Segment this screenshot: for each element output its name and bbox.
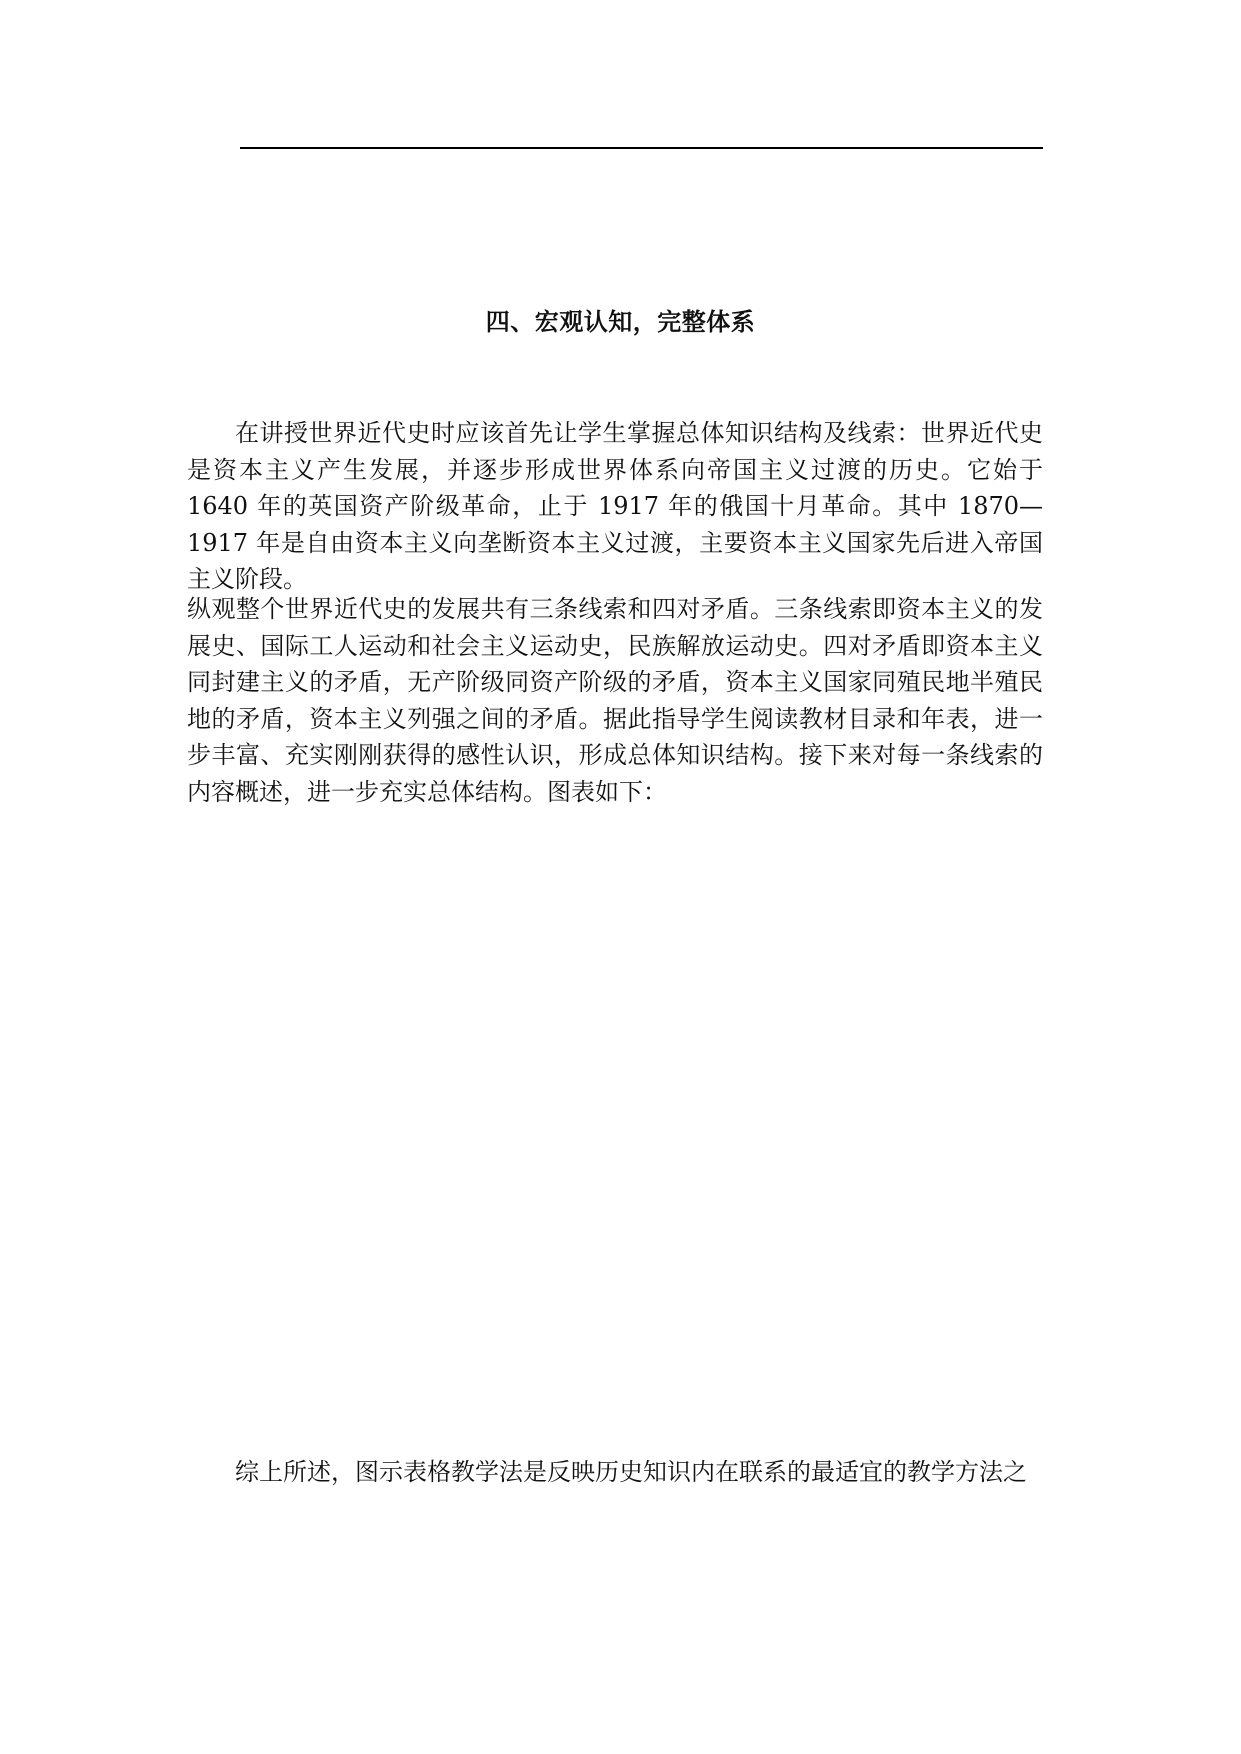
paragraph-conclusion: 综上所述，图示表格教学法是反映历史知识内在联系的最适宜的教学方法之 <box>235 1458 1027 1486</box>
header-rule <box>240 147 1043 149</box>
paragraph-overview: 在讲授世界近代史时应该首先让学生掌握总体知识结构及线索：世界近代史是资本主义产生发展，并逐步形成世界体系向帝国主义过渡的历史。它始于 1640 年的英国资产阶级革命，止于 1917 年的俄国十月革命。其中 1870—1917 年是自由资本主义向垄断资本主义过渡，主要资本主义国家先后进入帝国主义阶段。 <box>187 419 1043 593</box>
paragraph-threads-contradictions: 纵观整个世界近代史的发展共有三条线索和四对矛盾。三条线索即资本主义的发展史、国际工人运动和社会主义运动史，民族解放运动史。四对矛盾即资本主义同封建主义的矛盾，无产阶级同资产阶级的矛盾，资本主义国家同殖民地半殖民地的矛盾，资本主义列强之间的矛盾。据此指导学生阅读教材目录和年表，进一步丰富、充实刚刚获得的感性认识，形成总体知识结构。接下来对每一条线索的内容概述，进一步充实总体结构。图表如下： <box>187 595 1043 806</box>
section-title: 四、宏观认知，完整体系 <box>485 307 756 336</box>
